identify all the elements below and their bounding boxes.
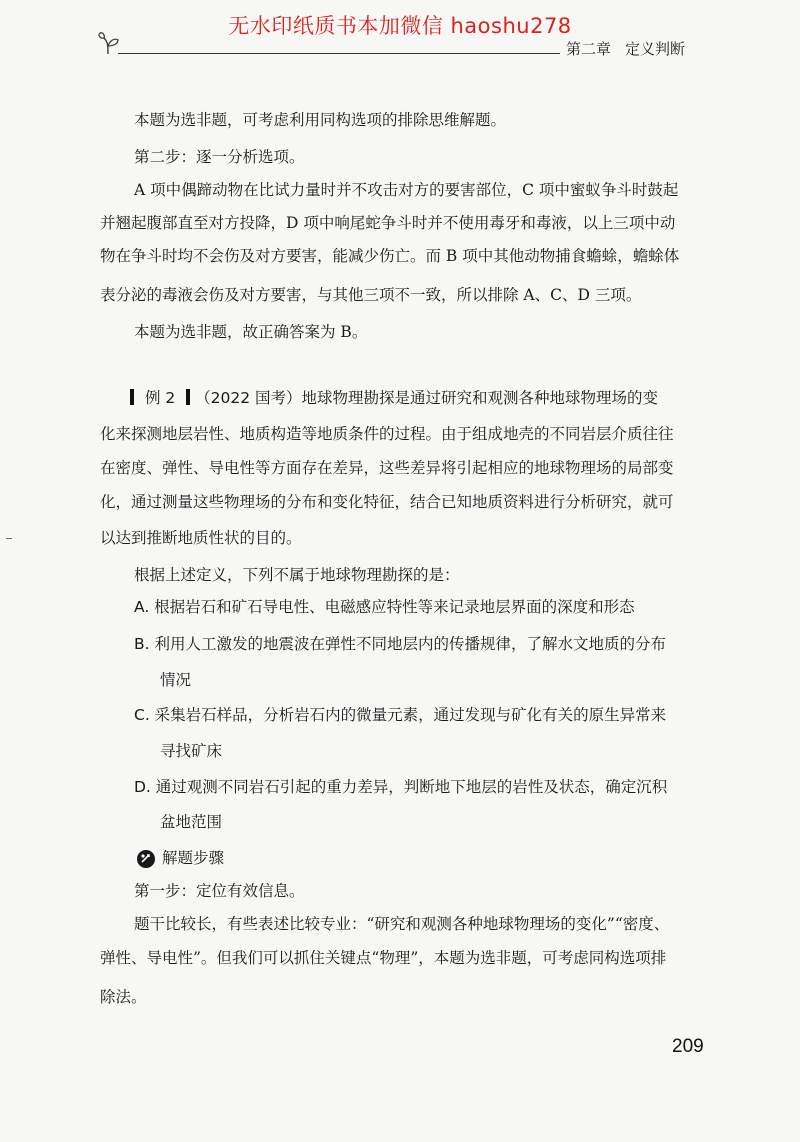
option-d: D. 通过观测不同岩石引起的重力差异，判断地下地层的岩性及状态，确定沉积	[134, 778, 668, 796]
answer-line: 本题为选非题，故正确答案为 B。	[134, 323, 368, 341]
example-line-2: 化来探测地层岩性、地质构造等地质条件的过程。由于组成地壳的不同岩层介质往往	[100, 425, 674, 443]
solution-line-2: 弹性、导电性”。但我们可以抓住关键点“物理”，本题为选非题，可考虑同构选项排	[100, 949, 667, 967]
question-stem: 根据上述定义，下列不属于地球物理勘探的是：	[134, 566, 460, 584]
prev-line-2: 第二步：逐一分析选项。	[134, 148, 305, 166]
prev-line-4: 并翘起腹部直至对方投降，D 项中响尾蛇争斗时并不使用毒牙和毒液，以上三项中动	[100, 214, 676, 232]
example-line-1: （2022 国考）地球物理勘探是通过研究和观测各种地球物理场的变	[195, 389, 658, 407]
solution-steps-icon	[136, 849, 156, 869]
example-line-4: 化，通过测量这些物理场的分布和变化特征，结合已知地质资料进行分析研究，就可	[100, 493, 674, 511]
example-label: 例 2	[144, 389, 176, 407]
solution-line-3: 除法。	[100, 988, 147, 1006]
solution-line-1: 题干比较长，有些表述比较专业：“研究和观测各种地球物理场的变化”“密度、	[134, 915, 670, 933]
prev-line-6: 表分泌的毒液会伤及对方要害，与其他三项不一致，所以排除 A、C、D 三项。	[100, 286, 642, 304]
chapter-label: 第二章	[566, 40, 612, 58]
solution-step-1: 第一步：定位有效信息。	[134, 882, 305, 900]
example-bar-right	[186, 389, 190, 405]
example-heading	[130, 388, 658, 408]
prev-line-1: 本题为选非题，可考虑利用同构选项的排除思维解题。	[134, 111, 507, 129]
option-b-cont: 情况	[160, 671, 192, 689]
option-b: B. 利用人工激发的地震波在弹性不同地层内的传播规律，了解水文地质的分布	[134, 635, 666, 653]
example-bar-left	[130, 389, 134, 405]
option-c-cont: 寻找矿床	[160, 742, 223, 760]
example-line-3: 在密度、弹性、导电性等方面存在差异，这些差异将引起相应的地球物理场的局部变	[100, 459, 674, 477]
running-header	[566, 38, 699, 59]
header-rule	[118, 53, 560, 54]
section-label: 定义判断	[625, 40, 686, 58]
option-a: A. 根据岩石和矿石导电性、电磁感应特性等来记录地层界面的深度和形态	[134, 598, 635, 616]
prev-line-5: 物在争斗时均不会伤及对方要害，能减少伤亡。而 B 项中其他动物捕食蟾蜍，蟾蜍体	[100, 247, 680, 265]
page-number: 209	[672, 1036, 704, 1057]
solution-heading: 解题步骤	[162, 849, 225, 867]
option-d-cont: 盆地范围	[160, 813, 223, 831]
example-line-5: 以达到推断地质性状的目的。	[100, 529, 302, 547]
watermark-text: 无水印纸质书本加微信 haoshu278	[228, 14, 572, 38]
prev-line-3: A 项中偶蹄动物在比试力量时并不攻击对方的要害部位，C 项中蜜蚁争斗时鼓起	[134, 181, 679, 199]
option-c: C. 采集岩石样品，分析岩石内的微量元素，通过发现与矿化有关的原生异常来	[134, 706, 667, 724]
scan-mark	[6, 538, 12, 539]
